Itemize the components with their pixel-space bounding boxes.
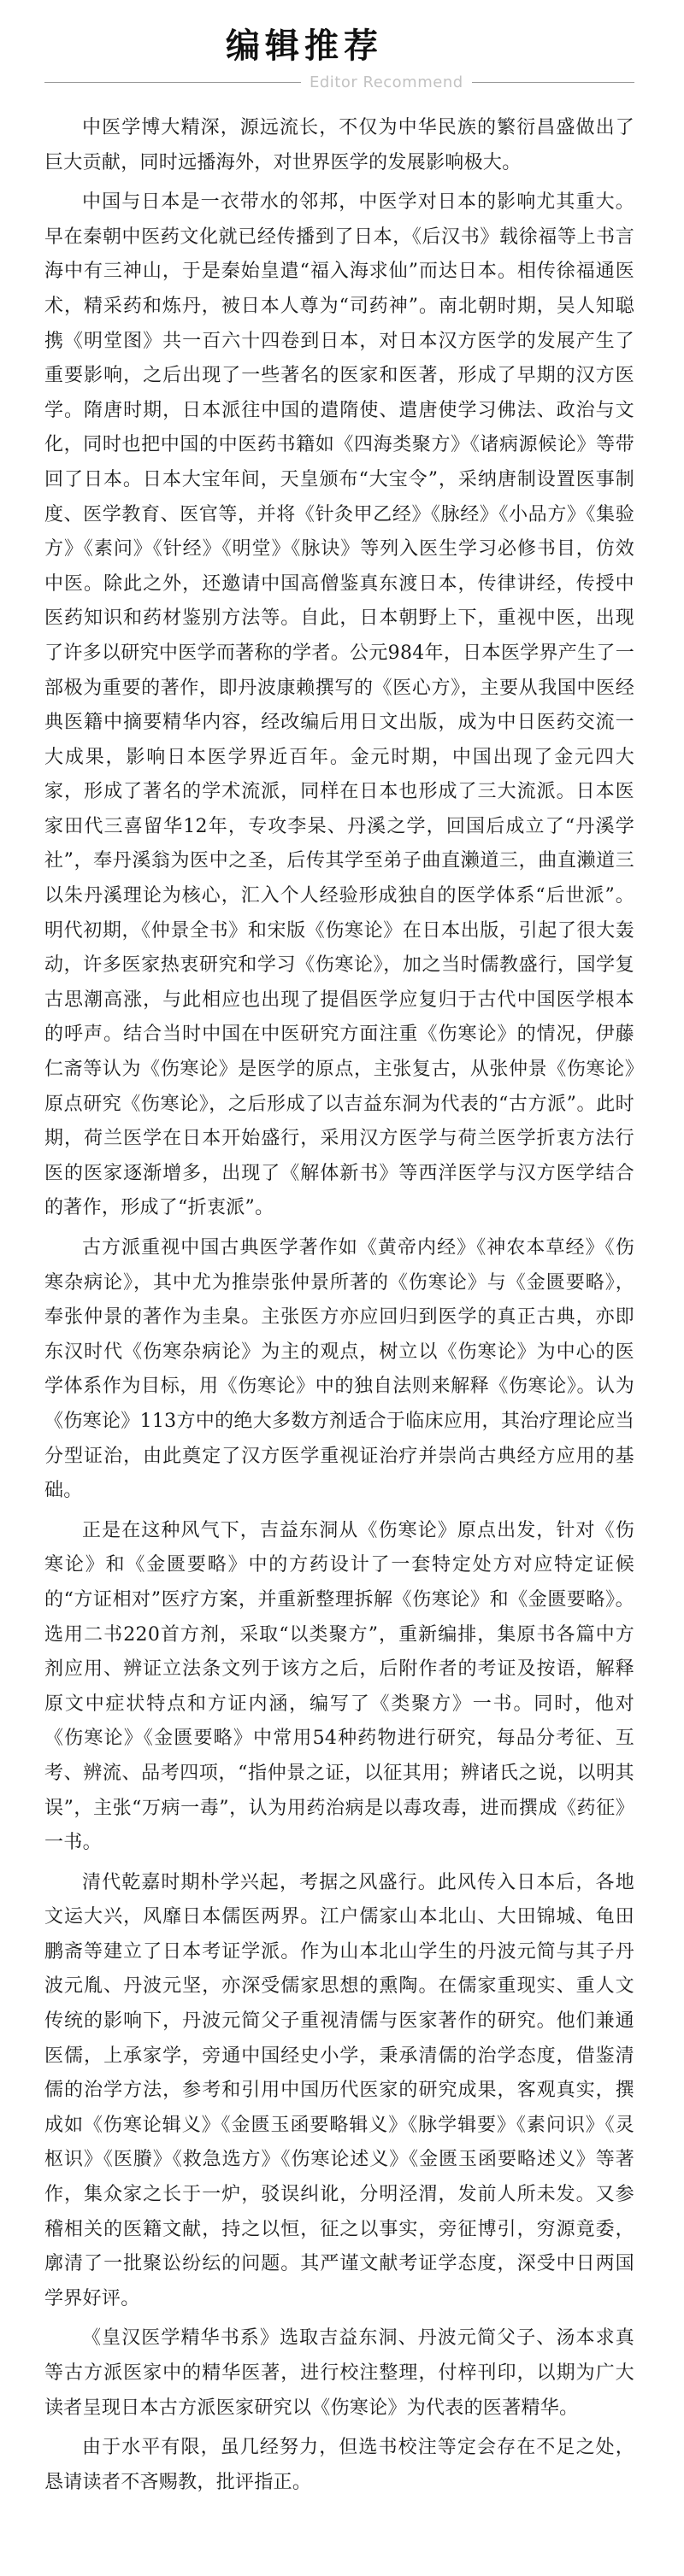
- paragraph: 清代乾嘉时期朴学兴起，考据之风盛行。此风传入日本后，各地文运大兴，风靡日本儒医两界。江户儒家山本北山、大田锦城、龟田鹏斋等建立了日本考证学派。作为山本北山学生的丹波元简与其子丹波元胤、丹波元坚，亦深受儒家思想的熏陶。在儒家重现实、重人文传统的影响下，丹波元简父子重视清儒与医家著作的研究。他们兼通医儒，上承家学，旁通中国经史小学，秉承清儒的治学态度，借鉴清儒的治学方法，参考和引用中国历代医家的研究成果，客观真实，撰成如《伤寒论辑义》《金匮玉函要略辑义》《脉学辑要》《素问识》《灵枢识》《医賸》《救急选方》《伤寒论述义》《金匮玉函要略述义》等著作，集众家之长于一炉，驳误纠讹，分明泾渭，发前人所未发。又参稽相关的医籍文献，持之以恒，征之以事实，旁征博引，穷源竟委，廓清了一批聚讼纷纭的问题。其严谨文献考证学态度，深受中日两国学界好评。: [44, 1871, 634, 2309]
- paragraph: 中国与日本是一衣带水的邻邦，中医学对日本的影响尤其重大。早在秦朝中医药文化就已经传播到了日本，《后汉书》载徐福等上书言海中有三神山，于是秦始皇遣“福入海求仙”而达日本。相传徐福通医术，精采药和炼丹，被日本人尊为“司药神”。南北朝时期，吴人知聪携《明堂图》共一百六十四卷到日本，对日本汉方医学的发展产生了重要影响，之后出现了一些著名的医家和医著，形成了早期的汉方医学。隋唐时期，日本派往中国的遣隋使、遣唐使学习佛法、政治与文化，同时也把中国的中医药书籍如《四海类聚方》《诸病源候论》等带回了日本。日本大宝年间，天皇颁布“大宝令”，采纳唐制设置医事制度、医学教育、医官等，并将《针灸甲乙经》《脉经》《小品方》《集验方》《素问》《针经》《明堂》《脉诀》等列入医生学习必修书目，仿效中医。除此之外，还邀请中国高僧鉴真东渡日本，传律讲经，传授中医药知识和药材鉴别方法等。自此，日本朝野上下，重视中医，出现了许多以研究中医学而著称的学者。公元984年，日本医学界产生了一部极为重要的著作，即丹波康赖撰写的《医心方》，主要从我国中医经典医籍中摘要精华内容，经改编后用日文出版，成为中日医药交流一大成果，影响日本医学界近百年。金元时期，中国出现了金元四大家，形成了著名的学术流派，同样在日本也形成了三大流派。日本医家田代三喜留华12年，专攻李杲、丹溪之学，回国后成立了“丹溪学社”，奉丹溪翁为医中之圣，后传其学至弟子曲直濑道三，曲直濑道三以朱丹溪理论为核心，汇入个人经验形成独自的医学体系“后世派”。明代初期，《仲景全书》和宋版《伤寒论》在日本出版，引起了很大轰动，许多医家热衷研究和学习《伤寒论》，加之当时儒教盛行，国学复古思潮高涨，与此相应也出现了提倡医学应复归于古代中国医学根本的呼声。结合当时中国在中医研究方面注重《伤寒论》的情况，伊藤仁斋等认为《伤寒论》是医学的原点，主张复古，从张仲景《伤寒论》原点研究《伤寒论》，之后形成了以吉益东洞为代表的“古方派”。此时期，荷兰医学在日本开始盛行，采用汉方医学与荷兰医学折衷方法行医的医家逐渐增多，出现了《解体新书》等西洋医学与汉方医学结合的著作，形成了“折衷派”。: [44, 191, 634, 1219]
- paragraph: 正是在这种风气下，吉益东洞从《伤寒论》原点出发，针对《伤寒论》和《金匮要略》中的方药设计了一套特定处方对应特定证候的“方证相对”医疗方案，并重新整理拆解《伤寒论》和《金匮要略》。选用二书220首方剂，采取“以类聚方”，重新编排，集原书各篇中方剂应用、辨证立法条文列于该方之后，后附作者的考证及按语，解释原文中症状特点和方证内涵，编写了《类聚方》一书。同时，他对《伤寒论》《金匮要略》中常用54种药物进行研究，每品分考征、互考、辨流、品考四项，“指仲景之证，以征其用；辨诸氏之说，以明其误”，主张“万病一毒”，认为用药治病是以毒攻毒，进而撰成《药征》一书。: [44, 1519, 634, 1854]
- section-header: [44, 24, 634, 104]
- paragraph: 由于水平有限，虽几经努力，但选书校注等定会存在不足之处，恳请读者不吝赐教，批评指正。: [44, 2437, 634, 2493]
- paragraph: 古方派重视中国古典医学著作如《黄帝内经》《神农本草经》《伤寒杂病论》，其中尤为推崇张仲景所著的《伤寒论》与《金匮要略》，奉张仲景的著作为圭臬。主张医方亦应回归到医学的真正古典，亦即东汉时代《伤寒杂病论》为主的观点，树立以《伤寒论》为中心的医学体系作为目标，用《伤寒论》中的独自法则来解释《伤寒论》。认为《伤寒论》113方中的绝大多数方剂适合于临床应用，其治疗理论应当分型证治，由此奠定了汉方医学重视证治疗并崇尚古典经方应用的基础。: [44, 1237, 634, 1502]
- paragraph: 《皇汉医学精华书系》选取吉益东洞、丹波元简父子、汤本求真等古方派医家中的精华医著，进行校注整理，付梓刊印，以期为广大读者呈现日本古方派医家研究以《伤寒论》为代表的医著精华。: [44, 2327, 634, 2419]
- paragraph: 中医学博大精深，源远流长，不仅为中华民族的繁衍昌盛做出了巨大贡献，同时远播海外，对世界医学的发展影响极大。: [44, 117, 634, 173]
- page-title: 编辑推荐: [226, 26, 383, 66]
- page-subtitle: Editor Recommend: [301, 73, 472, 91]
- article-body: [44, 111, 634, 2500]
